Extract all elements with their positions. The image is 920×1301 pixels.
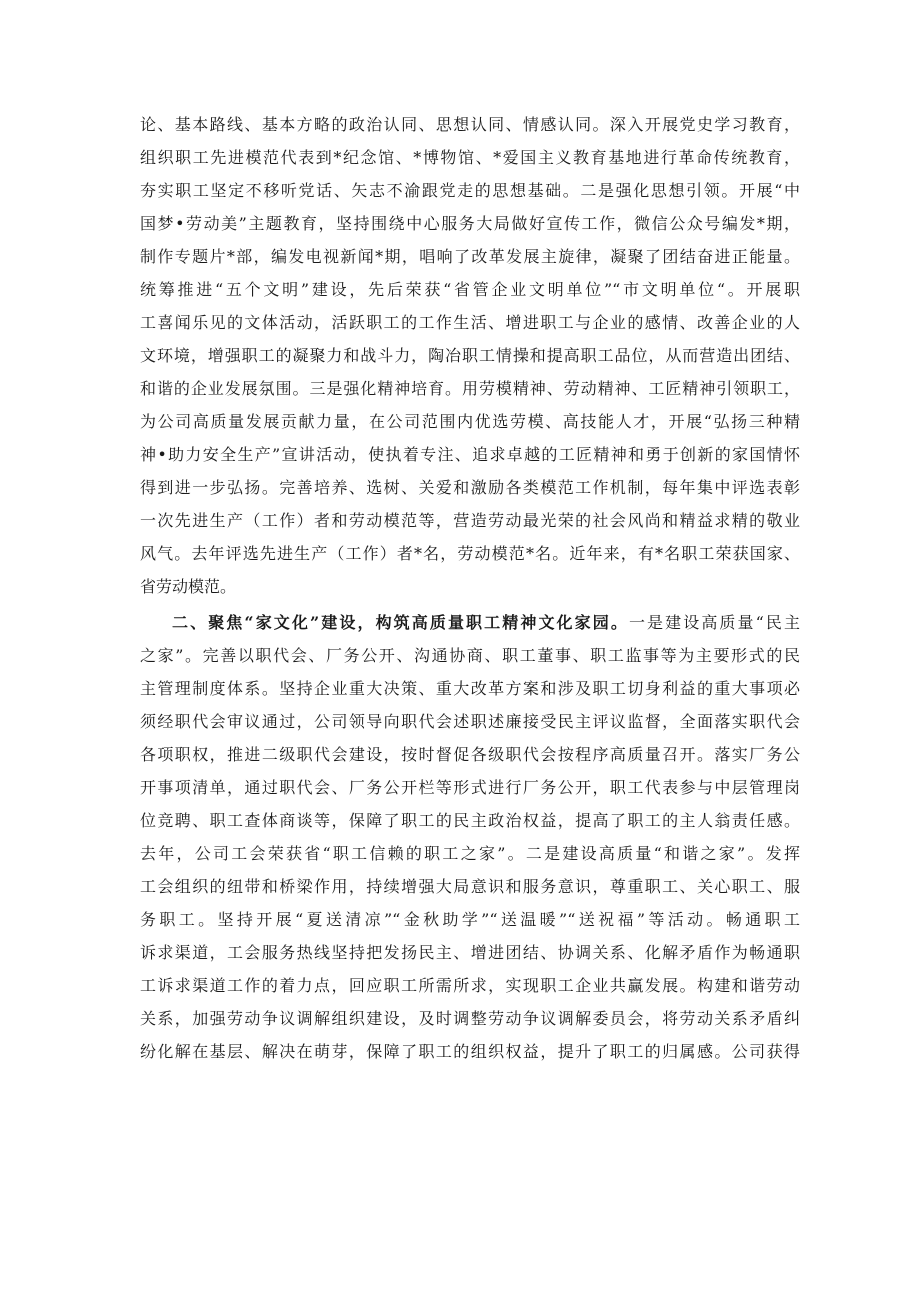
text-line: 开事项清单，通过职代会、厂务公开栏等形式进行厂务公开，职工代表参与中层管理岗 [140, 778, 800, 797]
text-line: 去年，公司工会荣获省“职工信赖的职工之家”。二是建设高质量“和谐之家”。发挥 [140, 844, 800, 863]
text-line: 统筹推进“五个文明”建设，先后荣获“省管企业文明单位”“市文明单位“。开展职 [140, 280, 800, 299]
text-line: 论、基本路线、基本方略的政治认同、思想认同、情感认同。深入开展党史学习教育， [140, 115, 800, 134]
text-line: 各项职权，推进二级职代会建设，按时督促各级职代会按程序高质量召开。落实厂务公 [140, 745, 800, 764]
text-line: 国梦•劳动美”主题教育，坚持围绕中心服务大局做好宣传工作，微信公众号编发*期， [140, 214, 800, 233]
paragraph-2 [140, 606, 800, 1068]
section-heading: 二、聚焦“家文化”建设，构筑高质量职工精神文化家园。 [172, 613, 629, 632]
text-line: 位竞聘、职工查体商谈等，保障了职工的民主政治权益，提高了职工的主人翁责任感。 [140, 811, 800, 830]
text-line: 一次先进生产（工作）者和劳动模范等，营造劳动最光荣的社会风尚和精益求精的敬业 [140, 511, 800, 530]
document-body [140, 108, 800, 1068]
text-line: 省劳动模范。 [140, 577, 237, 596]
text-line: 风气。去年评选先进生产（工作）者*名，劳动模范*名。近年来，有*名职工荣获国家、 [140, 544, 800, 563]
text-line: 主管理制度体系。坚持企业重大决策、重大改革方案和涉及职工切身利益的重大事项必 [140, 679, 800, 698]
text-line: 和谐的企业发展氛围。三是强化精神培育。用劳模精神、劳动精神、工匠精神引领职工， [140, 379, 800, 398]
text-line: 务职工。坚持开展“夏送清凉”“金秋助学”“送温暖”“送祝福”等活动。畅通职工 [140, 910, 800, 929]
text-line: 之家”。完善以职代会、厂务公开、沟通协商、职工董事、职工监事等为主要形式的民 [140, 646, 800, 665]
text-line: 工会组织的纽带和桥梁作用，持续增强大局意识和服务意识，尊重职工、关心职工、服 [140, 877, 800, 896]
text-line: 纷化解在基层、解决在萌芽，保障了职工的组织权益，提升了职工的归属感。公司获得 [140, 1042, 800, 1061]
text-line: 工喜闻乐见的文体活动，活跃职工的工作生活、增进职工与企业的感情、改善企业的人 [140, 313, 800, 332]
text-line: 为公司高质量发展贡献力量，在公司范围内优选劳模、高技能人才，开展“弘扬三种精 [140, 412, 800, 431]
text-line: 组织职工先进模范代表到*纪念馆、*博物馆、*爱国主义教育基地进行革命传统教育， [140, 148, 800, 167]
section-heading-line [140, 606, 800, 639]
text-line: 工诉求渠道工作的着力点，回应职工所需所求，实现职工企业共赢发展。构建和谐劳动 [140, 976, 800, 995]
paragraph-1 [140, 108, 800, 603]
text-line: 夯实职工坚定不移听党话、矢志不渝跟党走的思想基础。二是强化思想引领。开展“中 [140, 181, 800, 200]
text-line: 须经职代会审议通过，公司领导向职代会述职述廉接受民主评议监督，全面落实职代会 [140, 712, 800, 731]
text-line: 关系，加强劳动争议调解组织建设，及时调整劳动争议调解委员会，将劳动关系矛盾纠 [140, 1009, 800, 1028]
text-line: 诉求渠道，工会服务热线坚持把发扬民主、增进团结、协调关系、化解矛盾作为畅通职 [140, 943, 800, 962]
text-line: 得到进一步弘扬。完善培养、选树、关爱和激励各类模范工作机制，每年集中评选表彰 [140, 478, 800, 497]
text-line: 制作专题片*部，编发电视新闻*期，唱响了改革发展主旋律，凝聚了团结奋进正能量。 [140, 247, 800, 266]
heading-line-rest: 一是建设高质量“民主 [628, 613, 800, 632]
text-line: 神•助力安全生产”宣讲活动，使执着专注、追求卓越的工匠精神和勇于创新的家国情怀 [140, 445, 800, 464]
text-line: 文环境，增强职工的凝聚力和战斗力，陶冶职工情操和提高职工品位，从而营造出团结、 [140, 346, 800, 365]
